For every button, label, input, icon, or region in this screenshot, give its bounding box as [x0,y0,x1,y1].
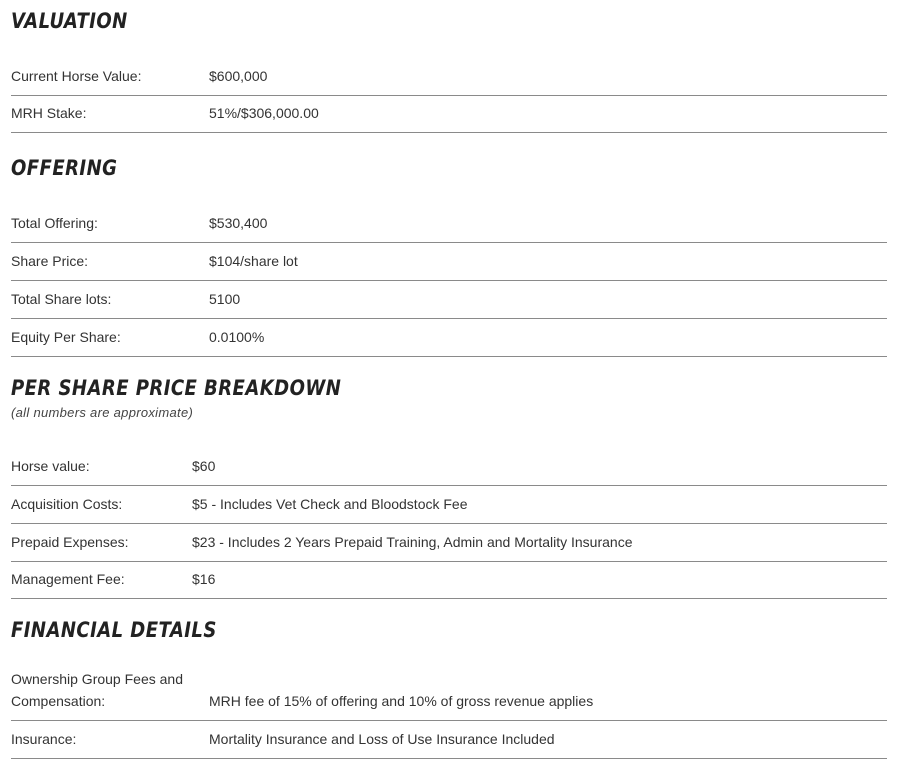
table-row [11,667,887,721]
row-value: $104/share lot [209,253,298,269]
row-label: Total Offering: [11,215,98,231]
table-row [11,524,887,562]
row-value: $5 - Includes Vet Check and Bloodstock Fee [192,496,468,512]
offering-heading: OFFERING [11,156,118,180]
breakdown-heading: PER SHARE PRICE BREAKDOWN [11,376,342,400]
row-label: Insurance: [11,731,77,747]
breakdown-section [11,375,887,420]
row-value: Mortality Insurance and Loss of Use Insurance Included [209,731,555,747]
valuation-heading: VALUATION [11,9,128,33]
financial-heading: FINANCIAL DETAILS [11,618,217,642]
row-value: MRH fee of 15% of offering and 10% of gross revenue applies [209,693,594,709]
row-value: $16 [192,571,216,587]
table-row [11,207,887,243]
table-row [11,450,887,486]
row-value: $600,000 [209,68,268,84]
row-value: $60 [192,458,216,474]
row-label: Management Fee: [11,571,125,587]
row-label: Prepaid Expenses: [11,534,129,550]
offering-section [11,155,887,181]
row-value: 51%/$306,000.00 [209,105,319,121]
row-value: 0.0100% [209,329,265,345]
row-label: MRH Stake: [11,105,87,121]
table-row [11,60,887,96]
table-row [11,721,887,759]
row-value: $23 - Includes 2 Years Prepaid Training, Admin and Mortality Insurance [192,534,633,550]
row-label: Share Price: [11,253,89,269]
table-row [11,243,887,281]
row-label: Total Share lots: [11,291,112,307]
financial-section [11,617,887,643]
table-row [11,281,887,319]
row-label-line: Compensation: [11,693,106,709]
row-label [11,668,183,712]
row-value: $530,400 [209,215,268,231]
table-row [11,486,887,524]
row-label: Current Horse Value: [11,68,142,84]
row-label-line: Ownership Group Fees and [11,671,183,687]
approximate-note: (all numbers are approximate) [11,405,194,420]
row-label: Equity Per Share: [11,329,121,345]
row-value: 5100 [209,291,241,307]
table-row [11,96,887,133]
table-row [11,562,887,599]
valuation-section [11,8,887,34]
row-label: Acquisition Costs: [11,496,123,512]
table-row [11,319,887,357]
row-label: Horse value: [11,458,90,474]
